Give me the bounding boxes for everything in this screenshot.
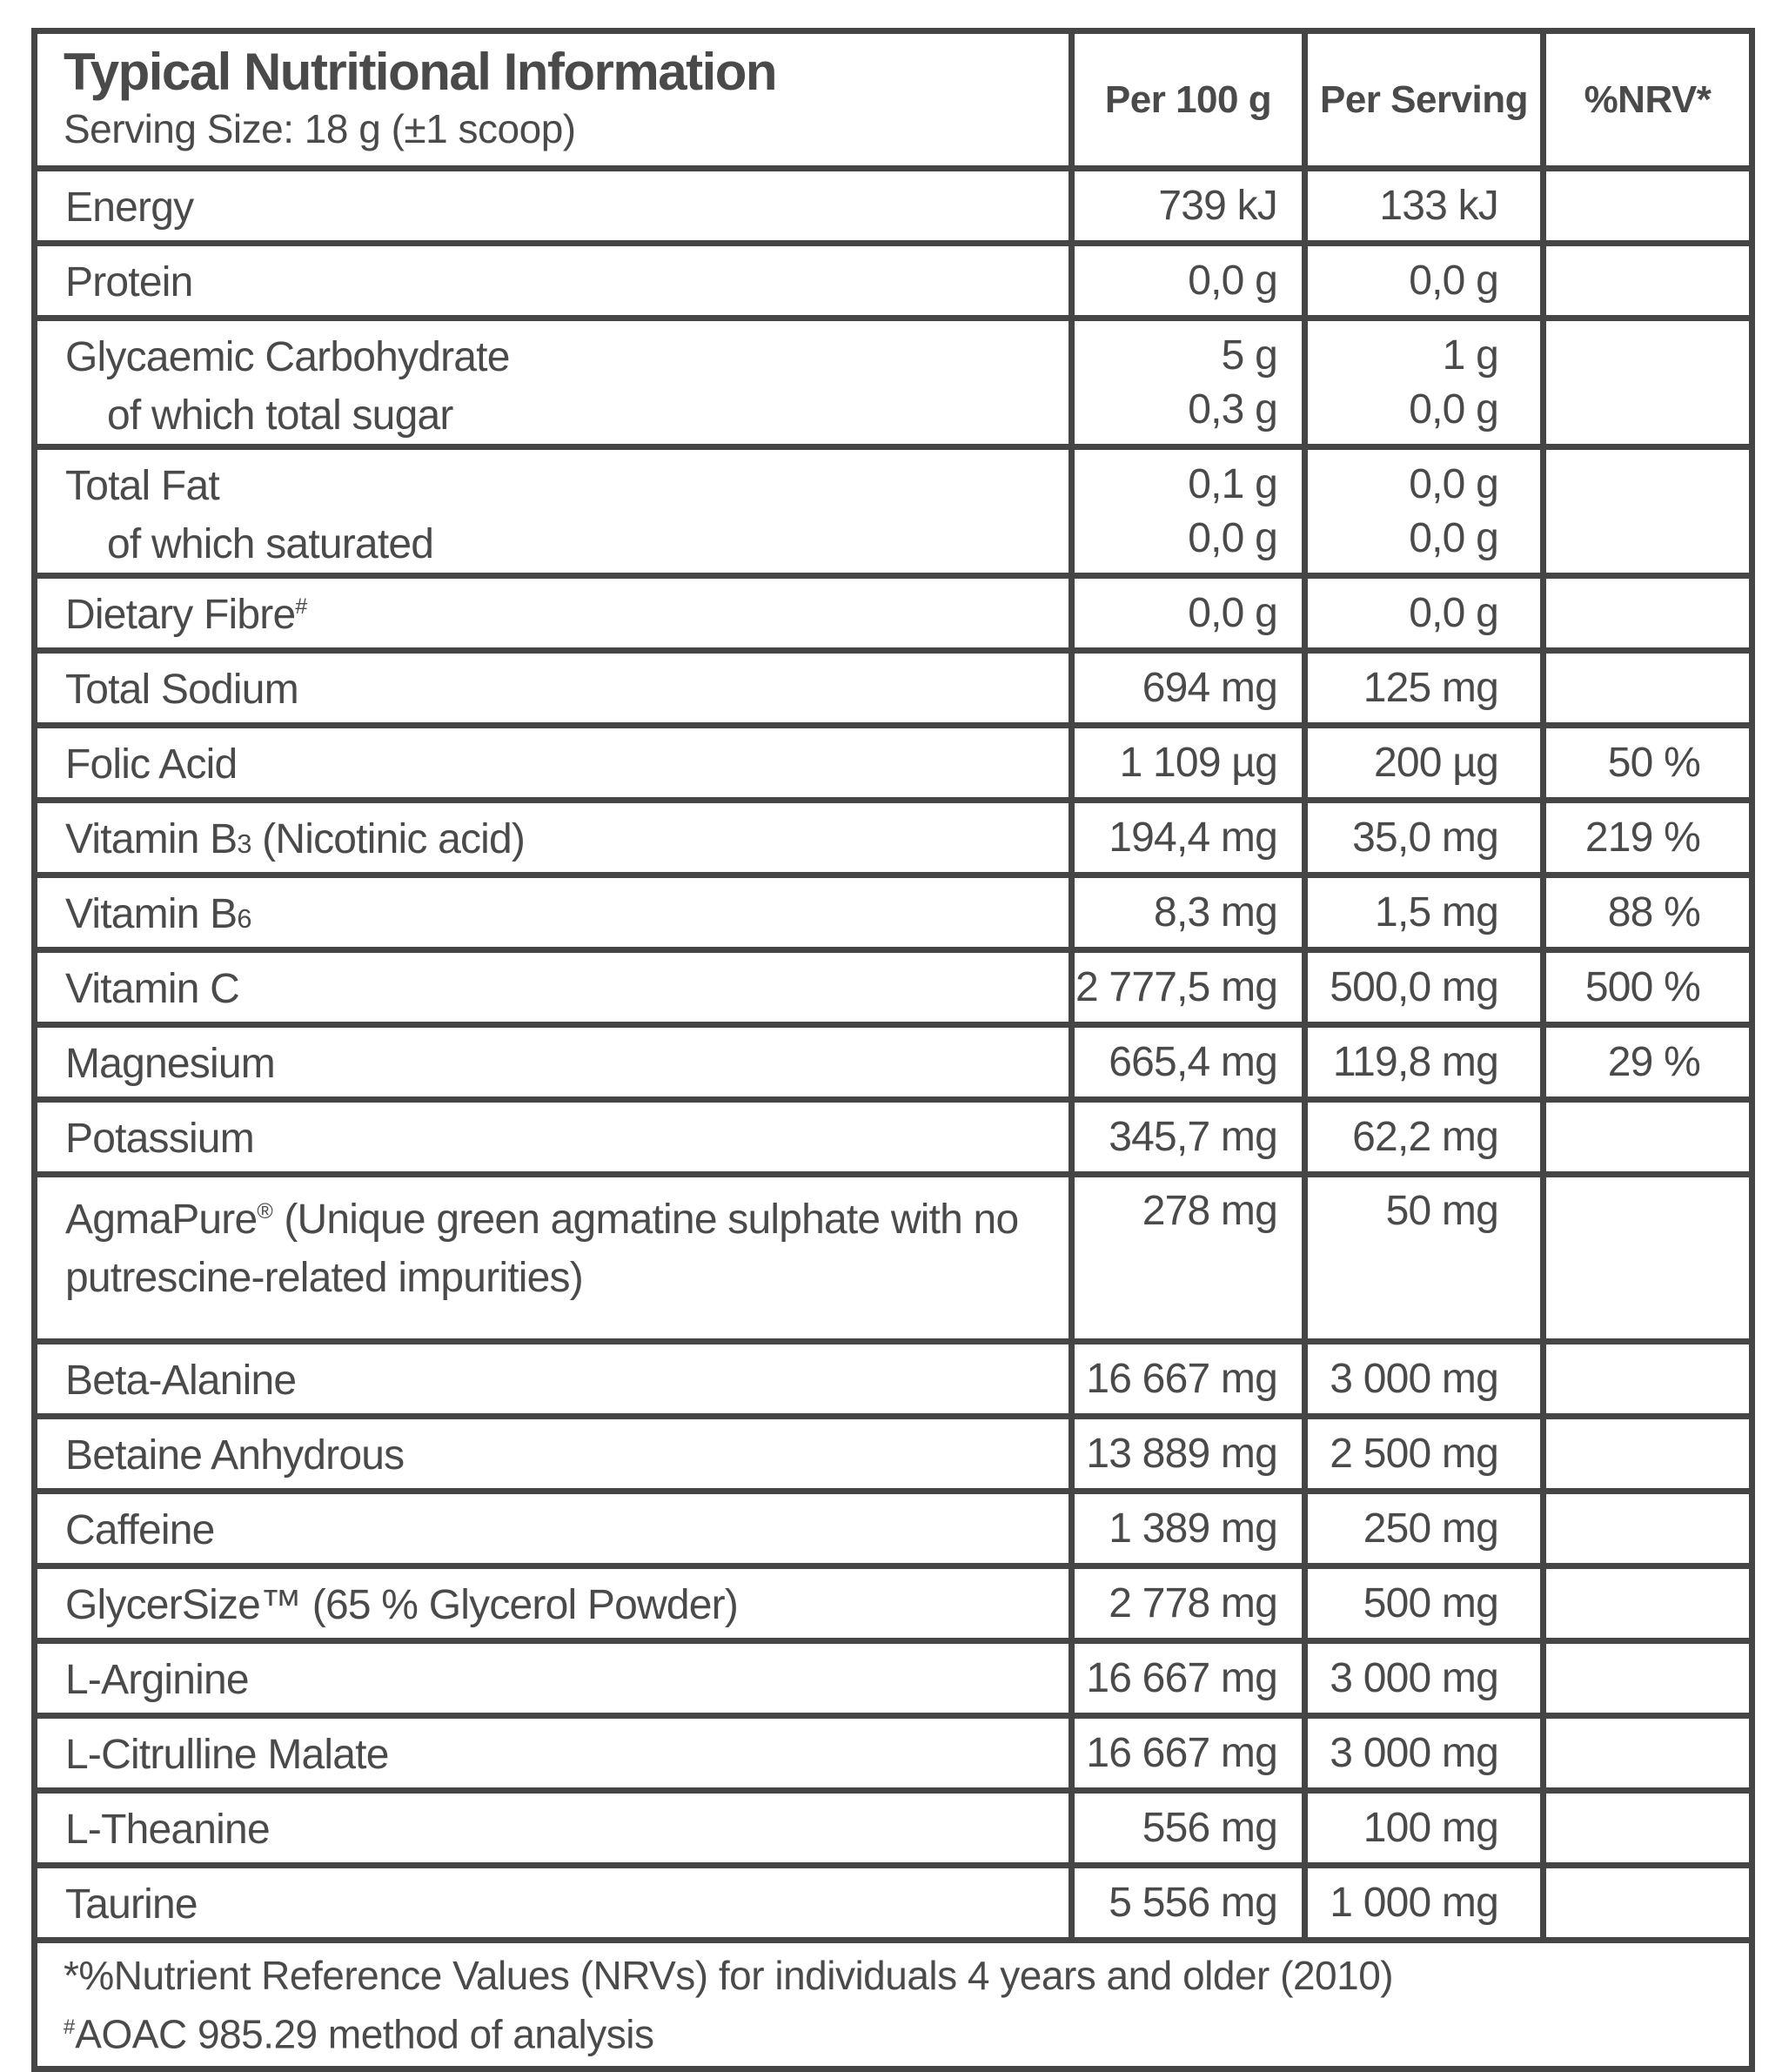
per-100g-value: 345,7 mg xyxy=(1109,1113,1277,1160)
nutrient-label-cell xyxy=(35,1566,1072,1641)
nutrient-label-cell xyxy=(35,1025,1072,1100)
nrv-cell xyxy=(1544,1492,1752,1566)
per-serving-value: 100 mg xyxy=(1363,1804,1498,1851)
table-row xyxy=(35,1866,1752,1941)
per-serving-value: 125 mg xyxy=(1363,664,1498,711)
nutrient-name-part: Energy xyxy=(65,184,194,231)
table-row xyxy=(35,1100,1752,1175)
per-100g-cell xyxy=(1072,726,1305,801)
per-serving-cell xyxy=(1305,1417,1544,1492)
per-serving-value: 3 000 mg xyxy=(1330,1355,1498,1402)
nutrient-name xyxy=(65,322,1056,389)
nrv-cell xyxy=(1544,1100,1752,1175)
nrv-value: 500 % xyxy=(1584,963,1700,1010)
per-serving-value: 250 mg xyxy=(1363,1505,1498,1552)
nutrient-name-part: Glycaemic Carbohydrate xyxy=(65,334,510,380)
per-serving-cell xyxy=(1305,1866,1544,1941)
nutrient-label-cell xyxy=(35,169,1072,244)
per-100g-cell xyxy=(1072,1417,1305,1492)
footnote-nrv-text: *%Nutrient Reference Values (NRVs) for individuals 4 years and older (2010) xyxy=(64,1952,1394,1998)
nrv-cell xyxy=(1544,1866,1752,1941)
per-100g-value: 665,4 mg xyxy=(1109,1038,1277,1085)
nutrient-label-cell xyxy=(35,319,1072,447)
nrv-cell xyxy=(1544,1175,1752,1342)
per-100g-value: 694 mg xyxy=(1142,664,1277,711)
per-serving-cell xyxy=(1305,244,1544,319)
per-serving-cell xyxy=(1305,950,1544,1025)
nutrient-name-part: L-Arginine xyxy=(65,1657,249,1703)
per-serving-value: 500 mg xyxy=(1363,1579,1498,1626)
per-100g-value: 5 556 mg xyxy=(1109,1879,1277,1926)
per-serving-value: 3 000 mg xyxy=(1330,1654,1498,1701)
nutrient-name xyxy=(65,654,1056,721)
nutrient-name xyxy=(65,729,1056,796)
per-100g-cell xyxy=(1072,1791,1305,1866)
nutrient-name xyxy=(65,1345,1056,1412)
nutrient-name-part: GlycerSize™ (65 % Glycerol Powder) xyxy=(65,1582,739,1628)
nutrient-subname: of which saturated xyxy=(107,521,434,567)
per-100g-value: 2 778 mg xyxy=(1109,1579,1277,1626)
table-row xyxy=(35,447,1752,576)
nutrient-label-cell xyxy=(35,875,1072,950)
nutrient-label-cell xyxy=(35,1100,1072,1175)
per-100g-value: 0,0 g xyxy=(1188,257,1277,304)
per-100g-cell xyxy=(1072,1641,1305,1716)
nutrient-label-cell xyxy=(35,447,1072,576)
column-header-per-serving: Per Serving xyxy=(1305,31,1544,169)
per-serving-cell xyxy=(1305,1175,1544,1342)
per-serving-cell xyxy=(1305,1566,1544,1641)
nrv-cell xyxy=(1544,1566,1752,1641)
nutrient-name-part: Total Sodium xyxy=(65,667,298,713)
nutrient-name-superscript: # xyxy=(295,594,308,619)
nrv-cell xyxy=(1544,651,1752,726)
table-row xyxy=(35,1175,1752,1342)
nrv-cell xyxy=(1544,875,1752,950)
nutrient-name xyxy=(65,172,1056,239)
nutrient-name-part: AgmaPure xyxy=(65,1197,258,1243)
nutrient-name-part: L-Theanine xyxy=(65,1807,270,1853)
per-serving-value: 0,0 g xyxy=(1409,589,1498,636)
per-100g-cell xyxy=(1072,1866,1305,1941)
per-100g-value: 1 109 µg xyxy=(1119,739,1277,786)
per-100g-value: 0,0 g xyxy=(1188,589,1277,636)
per-serving-value: 1,5 mg xyxy=(1375,888,1498,935)
nutrient-label-cell xyxy=(35,1342,1072,1417)
per-100g-value: 556 mg xyxy=(1142,1804,1277,1851)
nutrient-label-cell xyxy=(35,950,1072,1025)
nutrient-label-cell xyxy=(35,651,1072,726)
per-100g-cell xyxy=(1072,801,1305,875)
per-100g-cell xyxy=(1072,950,1305,1025)
nrv-cell xyxy=(1544,244,1752,319)
per-serving-value-line2: 0,0 g xyxy=(1409,514,1498,561)
per-100g-value: 194,4 mg xyxy=(1109,814,1277,861)
nutrient-label-cell xyxy=(35,1866,1072,1941)
per-serving-value: 0,0 g xyxy=(1409,460,1498,507)
per-serving-cell xyxy=(1305,576,1544,651)
nutrient-name-superscript: ® xyxy=(257,1199,273,1224)
nrv-cell xyxy=(1544,1791,1752,1866)
per-100g-cell xyxy=(1072,1025,1305,1100)
per-serving-cell xyxy=(1305,169,1544,244)
per-100g-cell xyxy=(1072,319,1305,447)
nutrient-name-subscript: 3 xyxy=(237,828,251,859)
per-100g-cell xyxy=(1072,576,1305,651)
per-serving-cell xyxy=(1305,726,1544,801)
footnotes-cell xyxy=(35,1941,1752,2069)
nutrient-name xyxy=(65,247,1056,314)
nutrient-name xyxy=(65,1029,1056,1096)
nrv-cell xyxy=(1544,1025,1752,1100)
per-serving-value: 500,0 mg xyxy=(1330,963,1498,1010)
nutrient-name-part: Magnesium xyxy=(65,1041,275,1087)
per-100g-value: 5 g xyxy=(1221,332,1277,379)
nutrient-label-cell xyxy=(35,1791,1072,1866)
table-row xyxy=(35,1342,1752,1417)
nutrient-name-rest: (Unique green agmatine sulphate with no putrescine-related impurities) xyxy=(65,1197,1019,1301)
nrv-cell xyxy=(1544,576,1752,651)
table-row xyxy=(35,1417,1752,1492)
per-serving-cell xyxy=(1305,447,1544,576)
table-row xyxy=(35,651,1752,726)
table-row xyxy=(35,801,1752,875)
nutrient-name xyxy=(65,1794,1056,1861)
nrv-value: 50 % xyxy=(1607,739,1700,786)
per-serving-cell xyxy=(1305,801,1544,875)
per-100g-value-line2: 0,3 g xyxy=(1188,386,1277,433)
per-100g-value: 16 667 mg xyxy=(1086,1355,1277,1402)
per-serving-cell xyxy=(1305,1791,1544,1866)
footnote-nrv xyxy=(64,1949,1732,2002)
per-100g-value: 278 mg xyxy=(1142,1188,1277,1234)
nutrient-name xyxy=(65,804,1056,871)
per-serving-value: 1 g xyxy=(1442,332,1498,379)
per-serving-cell xyxy=(1305,1492,1544,1566)
table-row xyxy=(35,244,1752,319)
nutrient-name-part: Vitamin C xyxy=(65,966,239,1012)
footnote-aoac xyxy=(64,2002,1732,2060)
nutrient-name xyxy=(65,879,1056,946)
nutrient-name xyxy=(65,451,1056,518)
per-serving-value: 133 kJ xyxy=(1379,182,1498,229)
nutrient-name xyxy=(65,1720,1056,1787)
per-100g-cell xyxy=(1072,1566,1305,1641)
footnote-aoac-marker: # xyxy=(64,2015,76,2039)
nutrient-label-cell xyxy=(35,1641,1072,1716)
nutrient-name-part: L-Citrulline Malate xyxy=(65,1732,389,1778)
per-serving-cell xyxy=(1305,319,1544,447)
serving-size: Serving Size: 18 g (±1 scoop) xyxy=(64,105,576,151)
nrv-cell xyxy=(1544,950,1752,1025)
per-100g-cell xyxy=(1072,875,1305,950)
footnote-row xyxy=(35,1941,1752,2069)
nrv-cell xyxy=(1544,319,1752,447)
per-100g-cell xyxy=(1072,651,1305,726)
nrv-value: 219 % xyxy=(1584,814,1700,861)
nrv-cell xyxy=(1544,1417,1752,1492)
nutrient-name-part: Vitamin B xyxy=(65,816,238,862)
per-100g-cell xyxy=(1072,169,1305,244)
nutrient-label-cell xyxy=(35,576,1072,651)
nutrient-name-part: Caffeine xyxy=(65,1507,215,1553)
per-100g-value: 2 777,5 mg xyxy=(1075,963,1278,1010)
nrv-cell xyxy=(1544,801,1752,875)
nutrient-name-part: Protein xyxy=(65,259,193,305)
nrv-value: 29 % xyxy=(1607,1038,1700,1085)
per-100g-value-line2: 0,0 g xyxy=(1188,514,1277,561)
per-serving-cell xyxy=(1305,1100,1544,1175)
per-serving-value-line2: 0,0 g xyxy=(1409,386,1498,433)
per-100g-cell xyxy=(1072,1716,1305,1791)
nutrient-name-part: Potassium xyxy=(65,1116,254,1162)
nutrient-name xyxy=(65,1869,1056,1936)
per-serving-value: 0,0 g xyxy=(1409,257,1498,304)
per-100g-value: 8,3 mg xyxy=(1154,888,1277,935)
nrv-cell xyxy=(1544,1641,1752,1716)
per-serving-cell xyxy=(1305,1025,1544,1100)
per-serving-value: 62,2 mg xyxy=(1352,1113,1498,1160)
nrv-cell xyxy=(1544,169,1752,244)
table-row xyxy=(35,319,1752,447)
table-row xyxy=(35,726,1752,801)
per-100g-cell xyxy=(1072,1492,1305,1566)
per-serving-value: 35,0 mg xyxy=(1352,814,1498,861)
per-serving-value: 50 mg xyxy=(1385,1188,1498,1234)
nutrient-name xyxy=(65,1495,1056,1562)
nrv-cell xyxy=(1544,1716,1752,1791)
table-row xyxy=(35,1791,1752,1866)
page-title: Typical Nutritional Information xyxy=(64,42,777,101)
table-row xyxy=(35,1566,1752,1641)
per-100g-value: 0,1 g xyxy=(1188,460,1277,507)
table-row xyxy=(35,1641,1752,1716)
nutrient-label-cell xyxy=(35,1492,1072,1566)
per-serving-value: 1 000 mg xyxy=(1330,1879,1498,1926)
per-100g-cell xyxy=(1072,1175,1305,1342)
nutrient-name xyxy=(65,1645,1056,1712)
per-serving-cell xyxy=(1305,651,1544,726)
nrv-cell xyxy=(1544,447,1752,576)
nutrient-name-part: Beta-Alanine xyxy=(65,1358,297,1404)
nutrient-label-cell xyxy=(35,1417,1072,1492)
table-row xyxy=(35,1716,1752,1791)
per-serving-cell xyxy=(1305,1641,1544,1716)
nrv-cell xyxy=(1544,726,1752,801)
per-100g-value: 16 667 mg xyxy=(1086,1654,1277,1701)
nutrient-name-part: Vitamin B xyxy=(65,891,238,937)
per-serving-value: 2 500 mg xyxy=(1330,1430,1498,1477)
per-serving-cell xyxy=(1305,1342,1544,1417)
footnote-aoac-text: AOAC 985.29 method of analysis xyxy=(75,2011,654,2057)
nutrient-label-cell xyxy=(35,1175,1072,1342)
nutrient-name xyxy=(65,1420,1056,1487)
per-100g-cell xyxy=(1072,244,1305,319)
nutrient-label-cell xyxy=(35,726,1072,801)
column-header-nrv: %NRV* xyxy=(1544,31,1752,169)
nutrient-name xyxy=(65,1184,1056,1305)
nutrient-name-subscript: 6 xyxy=(237,903,251,934)
nutrient-label-cell xyxy=(35,244,1072,319)
per-100g-cell xyxy=(1072,1342,1305,1417)
per-serving-value: 3 000 mg xyxy=(1330,1729,1498,1776)
table-row xyxy=(35,169,1752,244)
column-header-per-100g: Per 100 g xyxy=(1072,31,1305,169)
table-row xyxy=(35,576,1752,651)
table-row xyxy=(35,1492,1752,1566)
table-row xyxy=(35,950,1752,1025)
nutrient-name xyxy=(65,954,1056,1021)
per-serving-cell xyxy=(1305,875,1544,950)
nutrition-table xyxy=(31,28,1755,2072)
nutrient-name xyxy=(65,1103,1056,1170)
nrv-value: 88 % xyxy=(1607,888,1700,935)
per-serving-value: 200 µg xyxy=(1374,739,1498,786)
nutrient-label-cell xyxy=(35,801,1072,875)
nutrient-name-part: Taurine xyxy=(65,1881,198,1928)
per-100g-value: 16 667 mg xyxy=(1086,1729,1277,1776)
per-100g-value: 739 kJ xyxy=(1158,182,1277,229)
nutrient-name-part: Betaine Anhydrous xyxy=(65,1432,405,1479)
nrv-cell xyxy=(1544,1342,1752,1417)
nutrient-name-part: Folic Acid xyxy=(65,741,238,788)
nutrient-name-part: Dietary Fibre xyxy=(65,592,296,638)
per-100g-value: 1 389 mg xyxy=(1109,1505,1277,1552)
table-body xyxy=(35,169,1752,1941)
table-row xyxy=(35,1025,1752,1100)
nutrient-name xyxy=(65,580,1056,647)
per-100g-value: 13 889 mg xyxy=(1086,1430,1277,1477)
per-100g-cell xyxy=(1072,447,1305,576)
per-100g-cell xyxy=(1072,1100,1305,1175)
nutrient-name-rest: (Nicotinic acid) xyxy=(251,816,526,862)
nutrient-name xyxy=(65,1570,1056,1637)
nutrient-name-part: Total Fat xyxy=(65,463,219,509)
table-row xyxy=(35,875,1752,950)
table-title-cell xyxy=(35,31,1072,169)
header-row xyxy=(35,31,1752,169)
per-serving-value: 119,8 mg xyxy=(1332,1038,1498,1085)
nutrient-subname: of which total sugar xyxy=(107,392,453,439)
per-serving-cell xyxy=(1305,1716,1544,1791)
nutrient-label-cell xyxy=(35,1716,1072,1791)
